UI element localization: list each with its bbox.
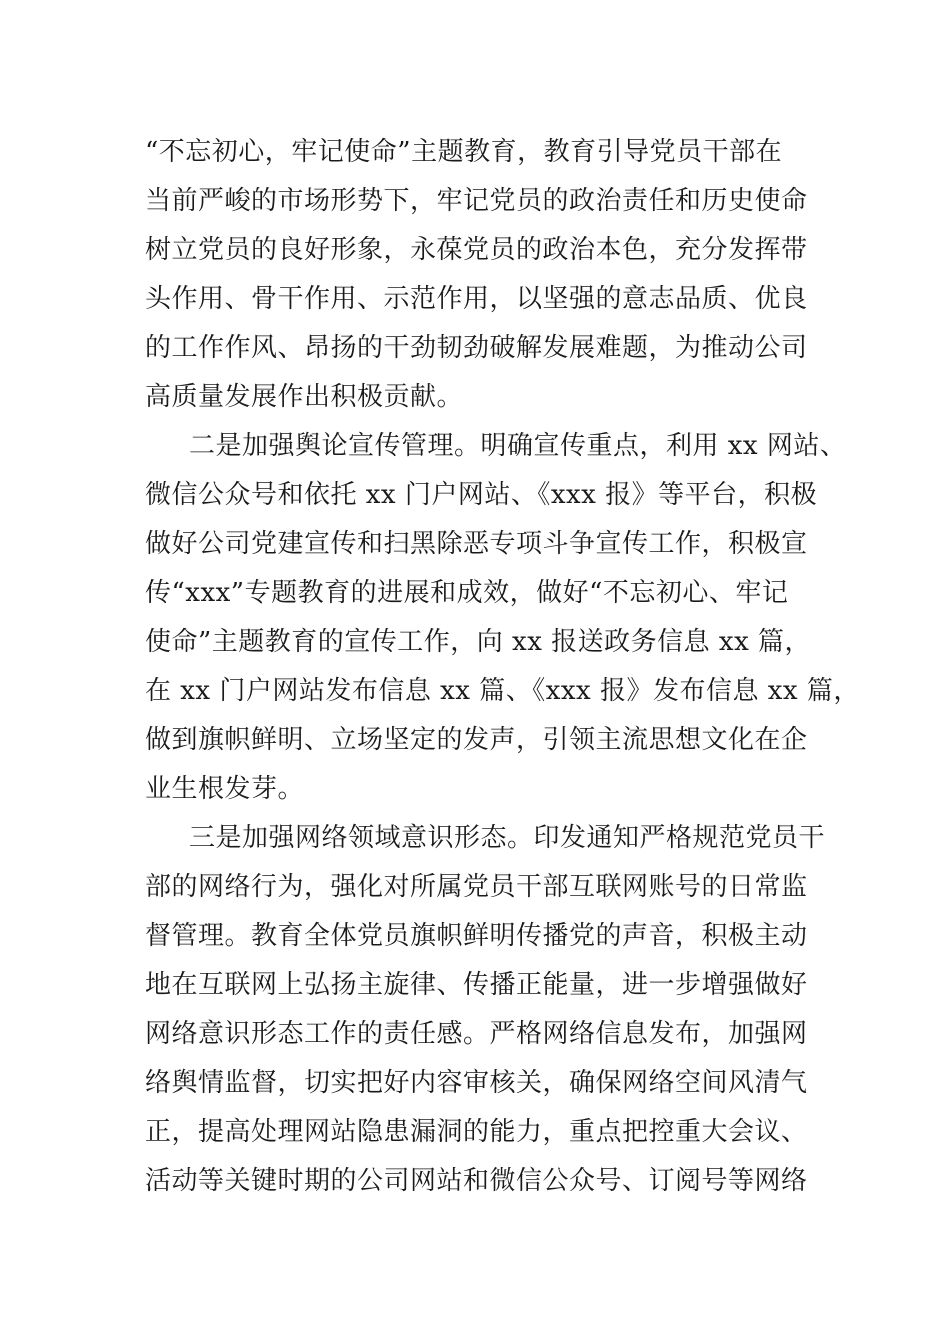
text-line: 部的网络行为，强化对所属党员干部互联网账号的日常监	[145, 872, 808, 902]
text-line: 做到旗帜鲜明、立场坚定的发声，引领主流思想文化在企	[145, 725, 808, 755]
text-line: 微信公众号和依托 xx 门户网站、《xxx 报》等平台，积极	[145, 480, 818, 510]
paragraph-continuation	[145, 128, 825, 422]
text-line: 头作用、骨干作用、示范作用，以坚强的意志品质、优良	[145, 284, 808, 314]
text-line: 业生根发芽。	[145, 774, 305, 804]
document-body	[145, 128, 860, 1206]
paragraph-public-opinion	[145, 422, 860, 814]
text-line: 使命”主题教育的宣传工作，向 xx 报送政务信息 xx 篇，	[145, 627, 812, 657]
text-line: 网络意识形态工作的责任感。严格网络信息发布，加强网	[145, 1019, 808, 1049]
text-line: 树立党员的良好形象，永葆党员的政治本色，充分发挥带	[145, 235, 808, 265]
text-line: 活动等关键时期的公司网站和微信公众号、订阅号等网络	[145, 1166, 808, 1196]
text-line: 正，提高处理网站隐患漏洞的能力，重点把控重大会议、	[145, 1117, 808, 1147]
text-line: 高质量发展作出积极贡献。	[145, 382, 464, 412]
text-line: 络舆情监督，切实把好内容审核关，确保网络空间风清气	[145, 1068, 808, 1098]
text-line: 督管理。教育全体党员旗帜鲜明传播党的声音，积极主动	[145, 921, 808, 951]
text-line: 的工作作风、昂扬的干劲韧劲破解发展难题，为推动公司	[145, 333, 808, 363]
text-line: 三是加强网络领域意识形态。印发通知严格规范党员干	[189, 823, 826, 853]
text-line: 地在互联网上弘扬主旋律、传播正能量，进一步增强做好	[145, 970, 808, 1000]
text-line: “不忘初心，牢记使命”主题教育，教育引导党员干部在	[145, 137, 783, 167]
paragraph-network-ideology	[145, 814, 825, 1206]
text-line: 当前严峻的市场形势下，牢记党员的政治责任和历史使命	[145, 186, 808, 216]
text-line: 二是加强舆论宣传管理。明确宣传重点，利用 xx 网站、	[189, 431, 847, 461]
text-line: 做好公司党建宣传和扫黑除恶专项斗争宣传工作，积极宣	[145, 529, 808, 559]
text-line: 在 xx 门户网站发布信息 xx 篇、《xxx 报》发布信息 xx 篇，	[145, 676, 860, 706]
text-line: 传“xxx”专题教育的进展和成效，做好“不忘初心、牢记	[145, 578, 789, 608]
